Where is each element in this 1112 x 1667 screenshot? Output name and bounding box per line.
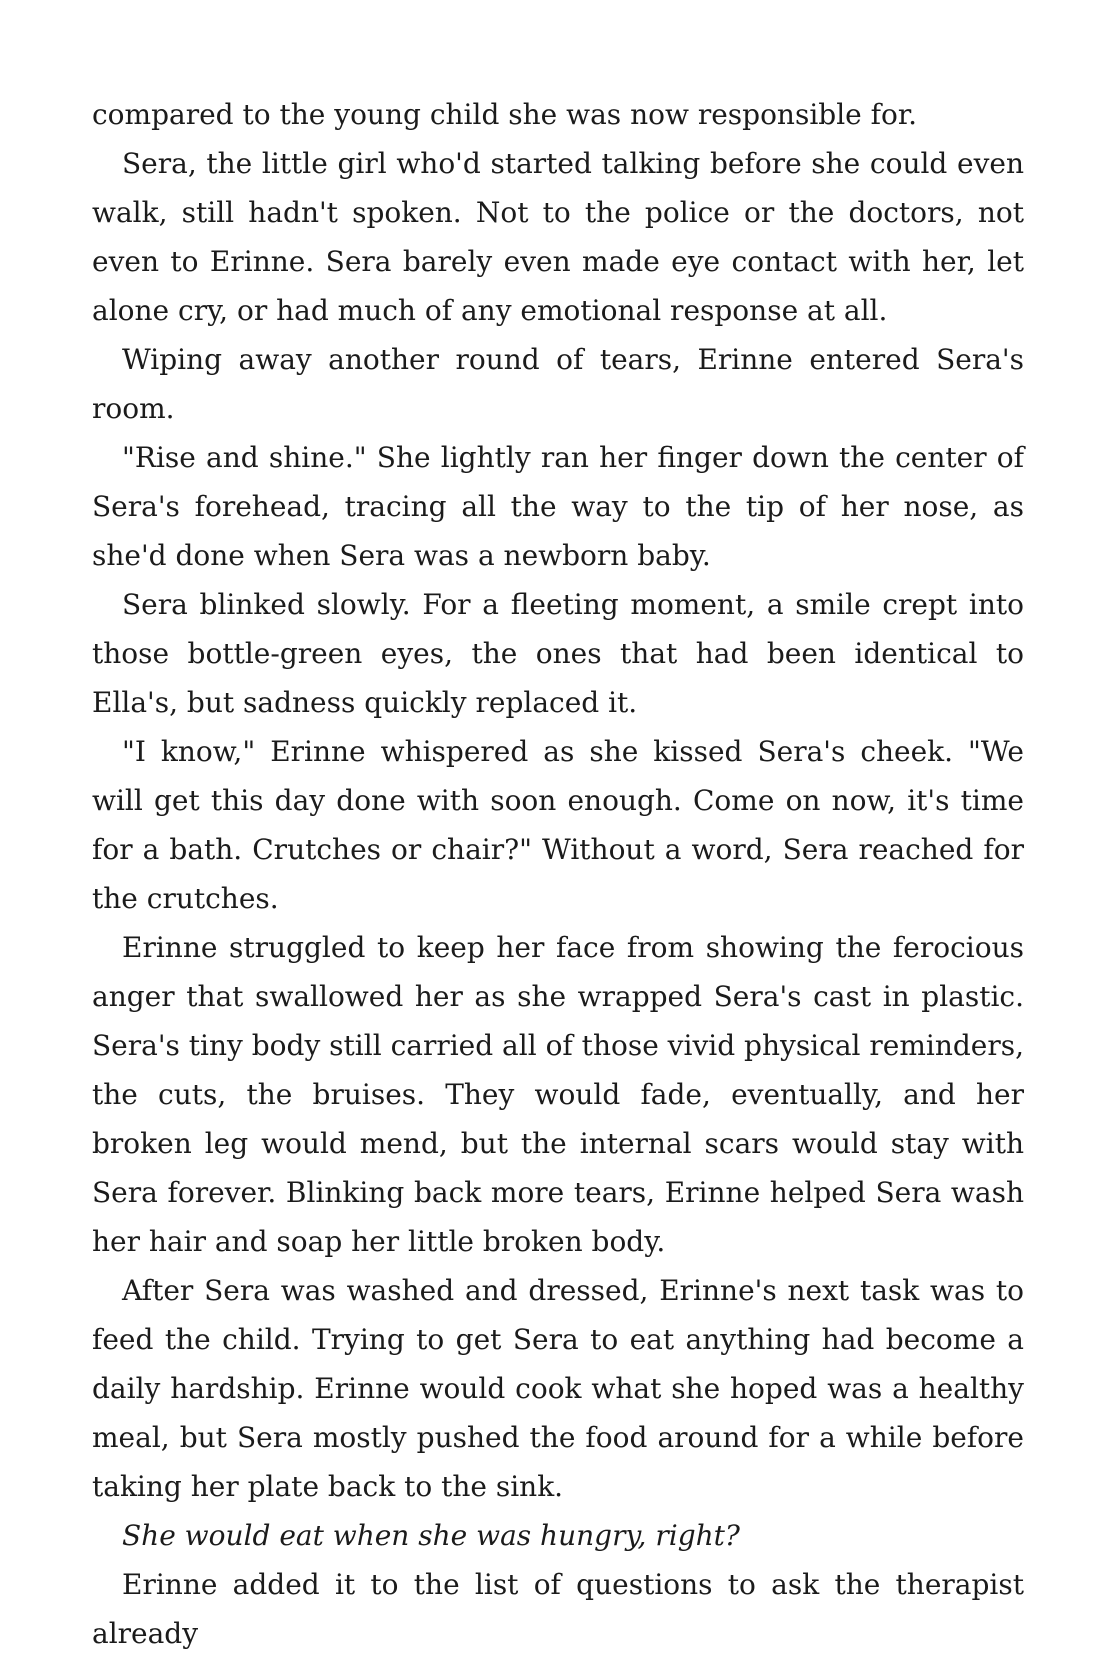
paragraph-sera-silent: Sera, the little girl who'd started talking before she could even walk, still hadn't spoken. Not to the police or the doctors, not even to Erinne. Sera barely even made eye contact with her, let alone cry, or had much of any emotional response at all. (92, 147, 1024, 327)
paragraph-italic-thought: She would eat when she was hungry, right? (122, 1519, 740, 1552)
paragraph-continuation: compared to the young child she was now responsible for. (92, 98, 918, 131)
paragraph-feeding: After Sera was washed and dressed, Erinne's next task was to feed the child. Trying to get Sera to eat anything had become a daily hardship. Erinne would cook what she hoped was a healthy meal, but Sera mostly pushed the food around for a while before taking her plate back to the sink. (92, 1274, 1024, 1503)
paragraph-erinne-struggled: Erinne struggled to keep her face from showing the ferocious anger that swallowed her as she wrapped Sera's cast in plastic. Sera's tiny body still carried all of those vivid physical reminders, the cuts, the bruises. They would fade, eventually, and her broken leg would mend, but the internal scars would stay with Sera forever. Blinking back more tears, Erinne helped Sera wash her hair and soap her little broken body. (92, 931, 1025, 1258)
page-body (92, 90, 1024, 1658)
paragraph-i-know: "I know," Erinne whispered as she kissed Sera's cheek. "We will get this day done with soon enough. Come on now, it's time for a bath. Crutches or chair?" Without a word, Sera reached for the crutches. (92, 735, 1024, 915)
paragraph-enter-room: Wiping away another round of tears, Erinne entered Sera's room. (92, 343, 1024, 425)
paragraph-therapist-list: Erinne added it to the list of questions to ask the therapist already (92, 1568, 1024, 1650)
paragraph-rise-and-shine: "Rise and shine." She lightly ran her finger down the center of Sera's forehead, tracing all the way to the tip of her nose, as she'd done when Sera was a newborn baby. (92, 441, 1024, 572)
paragraph-sera-blinked: Sera blinked slowly. For a fleeting moment, a smile crept into those bottle-green eyes, the ones that had been identical to Ella's, but sadness quickly replaced it. (92, 588, 1024, 719)
